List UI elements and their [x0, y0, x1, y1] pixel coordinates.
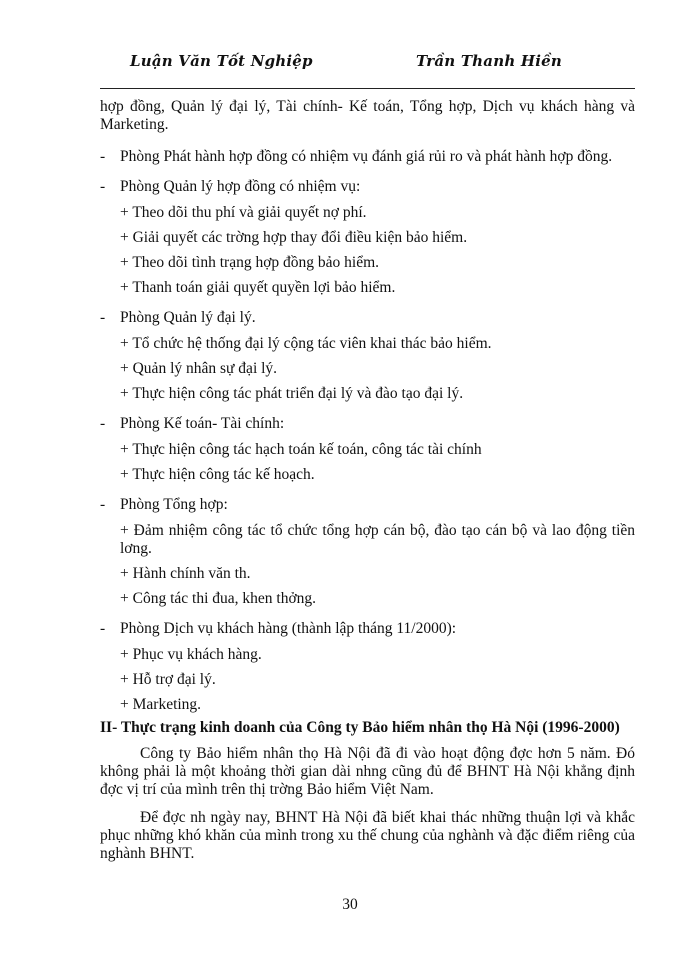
section-title: Phòng Quản lý đại lý. [120, 309, 256, 326]
list-item: + Phục vụ khách hàng. [120, 646, 262, 663]
section-ke-toan [100, 415, 635, 433]
list-item: + Marketing. [120, 696, 202, 713]
list-item: + Tổ chức hệ thống đại lý cộng tác viên khai thác bảo hiểm. [120, 335, 492, 352]
bullet-dash: - [100, 415, 106, 432]
bullet-dash: - [100, 148, 106, 165]
list-item: + Thực hiện công tác hạch toán kế toán, công tác tài chính [120, 441, 482, 458]
bullet-dash: - [100, 496, 106, 513]
body-paragraph: Để đợc nh ngày nay, BHNT Hà Nội đã biết khai thác những thuận lợi và khắc phục những khó khăn của mình trong xu thế chung của nghành và đặc điểm riêng của nghành BHNT. [100, 809, 635, 862]
intro-paragraph: hợp đồng, Quản lý đại lý, Tài chính- Kế toán, Tổng hợp, Dịch vụ khách hàng và Marketing. [100, 98, 635, 133]
list-item: + Đảm nhiệm công tác tổ chức tổng hợp cán bộ, đào tạo cán bộ và lao động tiền lơng. [120, 522, 635, 557]
section-title: Phòng Quản lý hợp đồng có nhiệm vụ: [120, 178, 361, 195]
section-quan-ly-dai-ly [100, 309, 635, 327]
list-item: + Theo dõi tình trạng hợp đồng bảo hiểm. [120, 254, 380, 271]
list-item: + Thanh toán giải quyết quyền lợi bảo hiểm. [120, 279, 396, 296]
section-title: Phòng Phát hành hợp đồng có nhiệm vụ đánh giá rủi ro và phát hành hợp đồng. [120, 148, 613, 165]
body-paragraph: Công ty Bảo hiểm nhân thọ Hà Nội đã đi vào hoạt động đợc hơn 5 năm. Đó không phải là một khoảng thời gian dài nhng cũng đủ để BHNT Hà Nội khẳng định đợc vị trí của mình trên thị trờng Bảo hiểm Việt Nam. [100, 745, 635, 798]
list-item: + Công tác thi đua, khen thởng. [120, 590, 317, 607]
header-rule [100, 88, 635, 89]
section-title: Phòng Dịch vụ khách hàng (thành lập tháng 11/2000): [120, 620, 457, 637]
list-item: + Theo dõi thu phí và giải quyết nợ phí. [120, 204, 367, 221]
header-right-author: Trần Thanh Hiền [416, 52, 562, 70]
list-item: + Thực hiện công tác phát triển đại lý và đào tạo đại lý. [120, 385, 464, 402]
list-item: + Giải quyết các trờng hợp thay đổi điều kiện bảo hiểm. [120, 229, 468, 246]
list-item: + Hỗ trợ đại lý. [120, 671, 216, 688]
list-item: + Thực hiện công tác kế hoạch. [120, 466, 315, 483]
page-number: 30 [342, 896, 358, 913]
list-item: + Quản lý nhân sự đại lý. [120, 360, 278, 377]
section-phat-hanh [100, 148, 635, 166]
bullet-dash: - [100, 620, 106, 637]
section-heading: II- Thực trạng kinh doanh của Công ty Bảo hiểm nhân thọ Hà Nội (1996-2000) [100, 719, 620, 736]
section-quan-ly-hop-dong [100, 178, 635, 196]
page-header [100, 52, 635, 78]
section-title: Phòng Kế toán- Tài chính: [120, 415, 285, 432]
section-dich-vu [100, 620, 635, 638]
bullet-dash: - [100, 309, 106, 326]
bullet-dash: - [100, 178, 106, 195]
list-item: + Hành chính văn th. [120, 565, 251, 582]
page-content [100, 98, 635, 863]
header-left-title: Luận Văn Tốt Nghiệp [130, 52, 313, 70]
section-tong-hop [100, 496, 635, 514]
section-title: Phòng Tổng hợp: [120, 496, 228, 513]
